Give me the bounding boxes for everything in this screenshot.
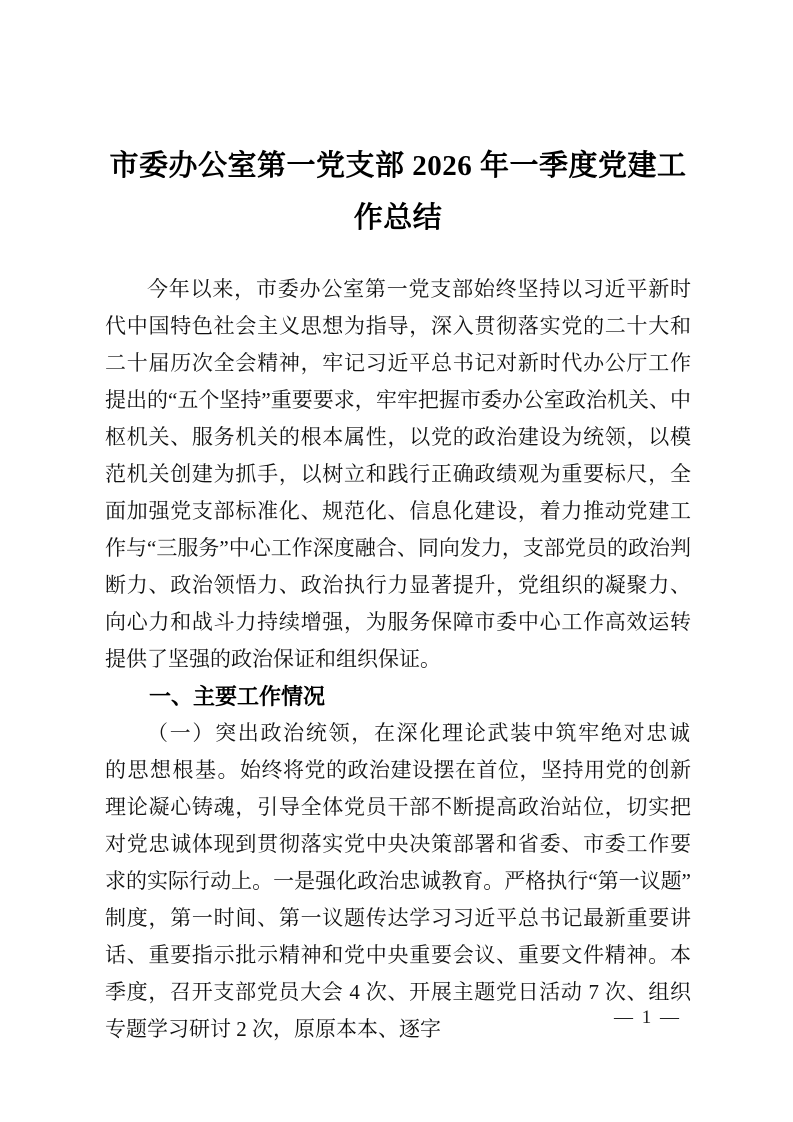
page-number: — 1 — xyxy=(614,1007,681,1028)
document-content xyxy=(105,140,691,1048)
paragraph-sub-1 xyxy=(105,715,691,1048)
document-title: 市委办公室第一党支部 2026 年一季度党建工作总结 xyxy=(109,150,687,234)
sub-paragraph-body: 始终将党的政治建设摆在首位，坚持用党的创新理论凝心铸魂，引导全体党员干部不断提高政治站位，切实把对党忠诚体现到贯彻落实党中央决策部署和省委、市委工作要求的实际行动上。一是强化政治忠诚教育。严格执行“第一议题”制度，第一时间、第一议题传达学习习近平总书记最新重要讲话、重要指示批示精神和党中央重要会议、重要文件精神。本季度，召开支部党员大会 4 次、开展主题党日活动 7 次、组织专题学习研讨 2 次，原原本本、逐字 xyxy=(105,758,691,1041)
section-heading-1: 一、主要工作情况 xyxy=(149,684,326,709)
paragraph-intro: 今年以来，市委办公室第一党支部始终坚持以习近平新时代中国特色社会主义思想为指导，深入贯彻落实党的二十大和二十届历次全会精神，牢记习近平总书记对新时代办公厅工作提出的“五个坚持”重要要求，牢牢把握市委办公室政治机关、中枢机关、服务机关的根本属性，以党的政治建设为统领，以模范机关创建为抓手，以树立和践行正确政绩观为重要标尺，全面加强党支部标准化、规范化、信息化建设，着力推动党建工作与“三服务”中心工作深度融合、同向发力，支部党员的政治判断力、政治领悟力、政治执行力显著提升，党组织的凝聚力、向心力和战斗力持续增强，为服务保障市委中心工作高效运转提供了坚强的政治保证和组织保证。 xyxy=(105,277,691,671)
sub-heading-lead: （一）突出政治统领，在深化理论武装中筑牢绝对忠诚的思想根基。 xyxy=(105,721,691,782)
